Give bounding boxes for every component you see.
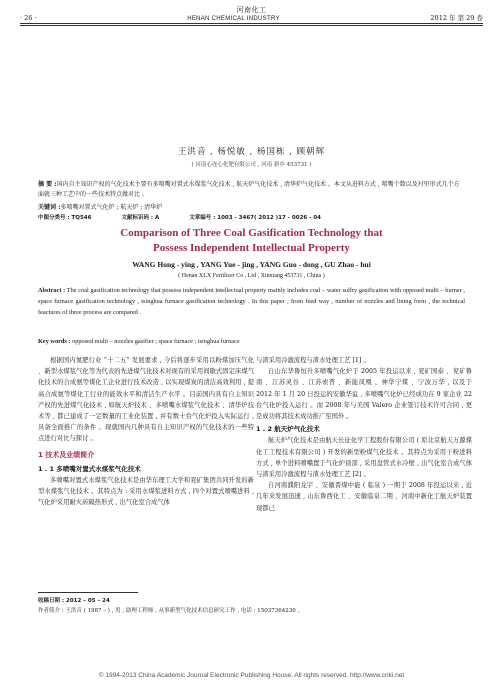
paragraph-1-1: 多喷嘴对置式水煤浆气化技术是由华东理工大学和兖矿集团共同开发的新型水煤浆气化技术 。其特点为 : 采用水煤浆进料方式 , 四个对置式喷嘴进料 , 气化炉采用耐火砖隔热形式 , 出气化室合成气体 bbox=[38, 477, 254, 507]
keywords-cn bbox=[38, 203, 465, 212]
affiliation-en: ( Henan XLX Fertilizer Co . Ltd , Xinxiang 453731 , China ) bbox=[178, 273, 325, 279]
received-date: 收稿日期 : 2012 – 05 – 24 bbox=[38, 598, 110, 604]
title-area bbox=[20, 40, 483, 140]
header-rule-thin bbox=[20, 25, 483, 26]
paragraph-deployments: 自山东华鲁恒升多喷嘴气化炉于 2005 年投运以来 , 兖矿国泰 、兖矿鲁南 、江苏灵谷 、江苏索普 、新能凤凰 、神华宁煤 、宁波万华 , 以及于 2012 年 1 月 20 日投运的安徽华谊 , 多喷嘴气化炉已经成功在 9 家企业 22 台气化炉投入运行 。而 2008 年与美国 Valero 企业签订技术许可合同 , 更是成功将其技术成功推广至国外 。 bbox=[256, 368, 472, 421]
keywords-en bbox=[38, 338, 465, 345]
header-rule bbox=[20, 23, 483, 24]
abstract-cn bbox=[38, 180, 465, 200]
copyright-notice: © 1994-2013 China Academic Journal Electronic Publishing House. All rights reserved. http://www.cnki.net bbox=[98, 672, 405, 679]
journal-name-en: HENAN CHEMICAL INDUSTRY bbox=[187, 16, 280, 22]
subsection-heading-1-1: 1 . 1 多喷嘴对置式水煤浆气化技术 bbox=[38, 464, 141, 473]
authors-en: WANG Hong - ying , YANG Yue - jing , YANG Guo - dong , GU Zhao - hui bbox=[132, 260, 371, 269]
abstract-cn-label: 摘 要 : bbox=[38, 181, 57, 188]
paragraph-1-2: 航天炉气化技术是由航天长征化学工程股份有限公司 ( 原北京航天万源煤化工工程技术有限公司 ) 开发的新型粉煤气化技术 。其特点为采用干粉进料方式 , 单个进料喷嘴置于气化炉顶部 , 采用盘管式水冷壁 , 出气化室合成气体与渣采用冷激流程与渣水处理工艺 [2] 。 bbox=[256, 437, 472, 479]
running-header bbox=[20, 13, 483, 22]
paragraph-1-2-cont: 自河南濮阳龙宇 、安徽晋煤中能 ( 临泉 ) 一期于 2008 年投运以来 , 近几年来发展迅速 , 山东鲁西化工 、安徽临泉二期 、河南中新化工航天炉装置现都已 bbox=[256, 482, 472, 512]
footnote-rule bbox=[38, 592, 138, 593]
document-code: 文献标识码 : A bbox=[121, 215, 160, 221]
paragraph-continued: 与渣采用冷激流程与渣水处理工艺 [1] 。 bbox=[256, 357, 370, 364]
footnote bbox=[38, 596, 468, 616]
abstract-en bbox=[38, 285, 465, 318]
abstract-en-label: Abstract : bbox=[38, 287, 66, 294]
issue-info: 2012 年 第 29 卷 bbox=[430, 14, 483, 22]
affiliation-cn: ( 河南心连心化肥有限公司 , 河南 新乡 453731 ) bbox=[191, 162, 312, 168]
keywords-cn-label: 关键词 : bbox=[38, 204, 61, 211]
author-info: 作者简介 : 王洪音 ( 1987 – ) , 男 , 助理工程师 , 从事新型气化技术信息研究工作 , 电话 : 15037364230 。 bbox=[38, 608, 303, 614]
intro-paragraph: 根据国内氮肥行业 “十二五” 发展要求 , 今后将逐步采用以粉煤加压气化 、新型水煤浆气化等为代表的先进煤气化技术对现有的采用间歇式固定床煤气化技术的合成氨等煤化工企业进行技术改造 , 以实现煤炭的清洁高效利用 , 提高合成氨等煤化工行业的能效水平和清洁生产水平 。目前国内具有自主知识产权的先进煤气化技术 , 如航天炉技术 、多喷嘴水煤浆气化技术 、清华炉技术等 , 都已建成了一定数量的工业化装置 , 并有数十台气化炉投入实际运行 , 具备全面推广的条件 。现就国内几种具有自主知识产权的气化技术的一些特点进行对比与探讨 。 bbox=[38, 357, 254, 443]
clc-number: 中图分类号 : TQ546 bbox=[38, 215, 92, 221]
subsection-heading-1-2: 1 . 2 航天炉气化技术 bbox=[256, 425, 320, 434]
keywords-en-text: opposed multi – nozzles gasifier ; space furnace ; tsinghua furnace bbox=[72, 338, 240, 345]
title-en-line1: Comparison of Three Coal Gasification Technology that bbox=[120, 227, 383, 239]
abstract-cn-text: 国内自主知识产权的气化技术主要有多喷嘴对置式水煤浆气化技术 , 航天炉气化技术 , 清华炉气化技术 。本文从进料方式 , 喷嘴个数以及衬里形式几个方面就三种工艺中的一些技术特点做对比 。 bbox=[38, 181, 460, 198]
keywords-cn-text: 多喷嘴对置式气化炉 ; 航天炉 ; 清华炉 bbox=[60, 204, 163, 211]
title-en-line2: Possess Independent Intellectual Property bbox=[153, 242, 350, 254]
body-column-right bbox=[256, 355, 472, 514]
authors-cn: 王洪音 , 杨悦敏 , 杨国栋 , 顾朝辉 bbox=[177, 147, 326, 157]
body-column-left bbox=[38, 355, 254, 509]
abstract-en-text: The coal gasification technology that possess independent intellectual property mainly includes coal – water sulfry gasification with opposed multi – burner , space furnace gasification technology , tsinghua furnace gasification technology . In this paper , from feed way , number of nozzles and lining form , the technical feactures of three process are compared . bbox=[38, 287, 465, 316]
section-heading-1: 1 技术及业绩简介 bbox=[38, 450, 95, 459]
classification-row bbox=[38, 213, 465, 221]
article-number: 文章编号 : 1003 - 3467( 2012 )17 - 0026 - 04 bbox=[189, 215, 321, 221]
page-number: · 26 · bbox=[20, 14, 37, 22]
journal-name-cn: 河南化工 bbox=[236, 6, 267, 14]
keywords-en-label: Key words : bbox=[38, 338, 71, 345]
title-en bbox=[0, 226, 503, 256]
